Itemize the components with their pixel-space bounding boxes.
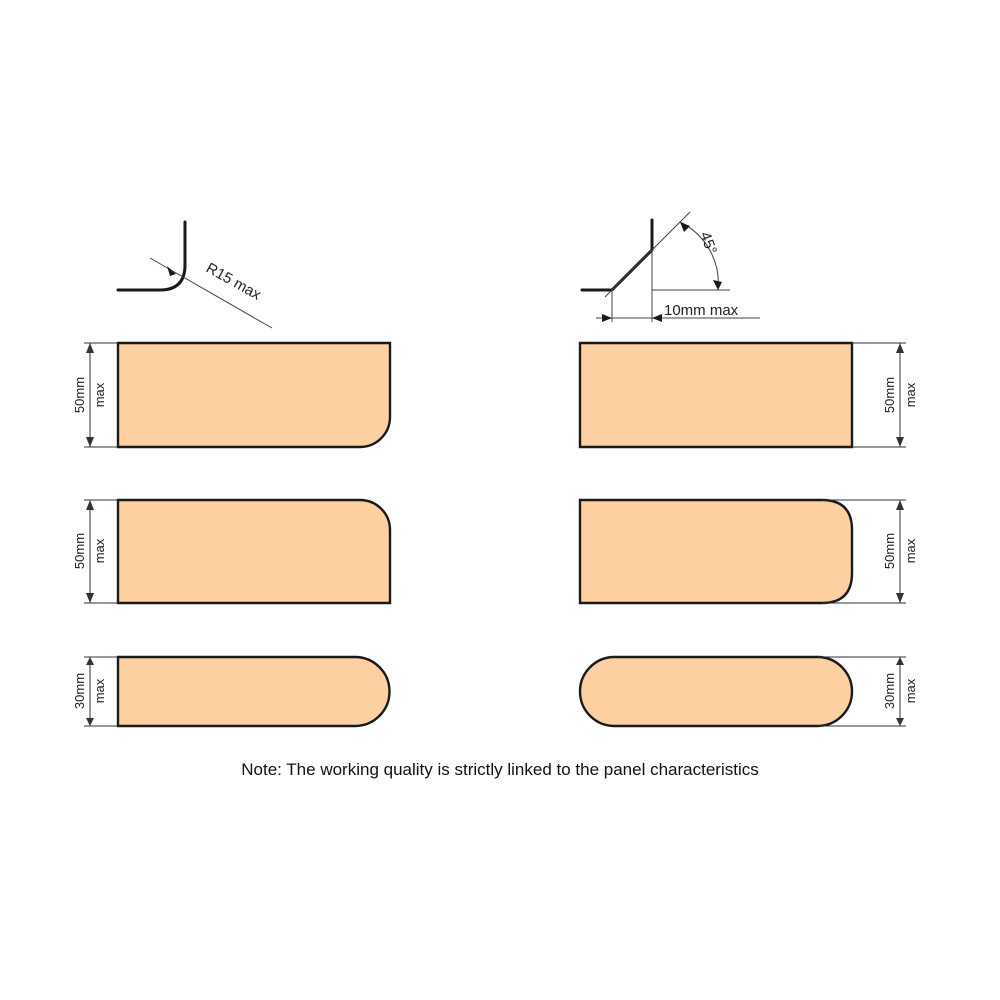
note-text: Note: The working quality is strictly linked to the panel characteristics: [241, 760, 759, 779]
panel-left-bottom: [118, 657, 390, 726]
panel-left-top: [118, 343, 390, 447]
chamfer-construction-line: [605, 212, 690, 297]
dim-left-middle-value: 50mm: [72, 532, 87, 570]
dim-left-bottom-value: 30mm: [72, 672, 87, 710]
dim-right-middle-max: max: [903, 538, 918, 564]
dim-right-bottom-value: 30mm: [882, 672, 897, 710]
chamfer-dim-arrow-left: [602, 314, 612, 322]
radius-callout: [118, 222, 272, 328]
radius-arrowhead: [167, 266, 176, 276]
angle-arrowhead-bottom: [713, 280, 722, 290]
dim-left-top: [72, 343, 118, 447]
dim-right-top-max: max: [903, 382, 918, 408]
chamfer-angle-label: 45°: [696, 229, 720, 257]
dim-left-middle: [72, 500, 118, 603]
dim-left-middle-max: max: [92, 538, 107, 564]
chamfer-callout: [582, 212, 760, 322]
panel-right-top: [580, 343, 852, 447]
dim-left-bottom: [72, 657, 118, 726]
panel-left-middle: [118, 500, 390, 603]
dim-left-top-max: max: [92, 382, 107, 408]
panel-right-bottom: [580, 657, 852, 726]
dim-left-top-value: 50mm: [72, 376, 87, 414]
radius-label: R15 max: [203, 259, 264, 304]
dim-right-top: [852, 343, 918, 447]
dim-right-bottom-max: max: [903, 678, 918, 704]
angle-arrowhead-top: [680, 222, 690, 232]
dim-right-top-value: 50mm: [882, 376, 897, 414]
dim-right-middle-value: 50mm: [882, 532, 897, 570]
chamfer-dim-arrow-right: [652, 314, 662, 322]
chamfer-corner-profile: [582, 220, 652, 290]
radius-corner-profile: [118, 222, 185, 290]
dim-left-bottom-max: max: [92, 678, 107, 704]
panel-right-middle: [580, 500, 852, 603]
chamfer-width-label: 10mm max: [664, 302, 739, 319]
